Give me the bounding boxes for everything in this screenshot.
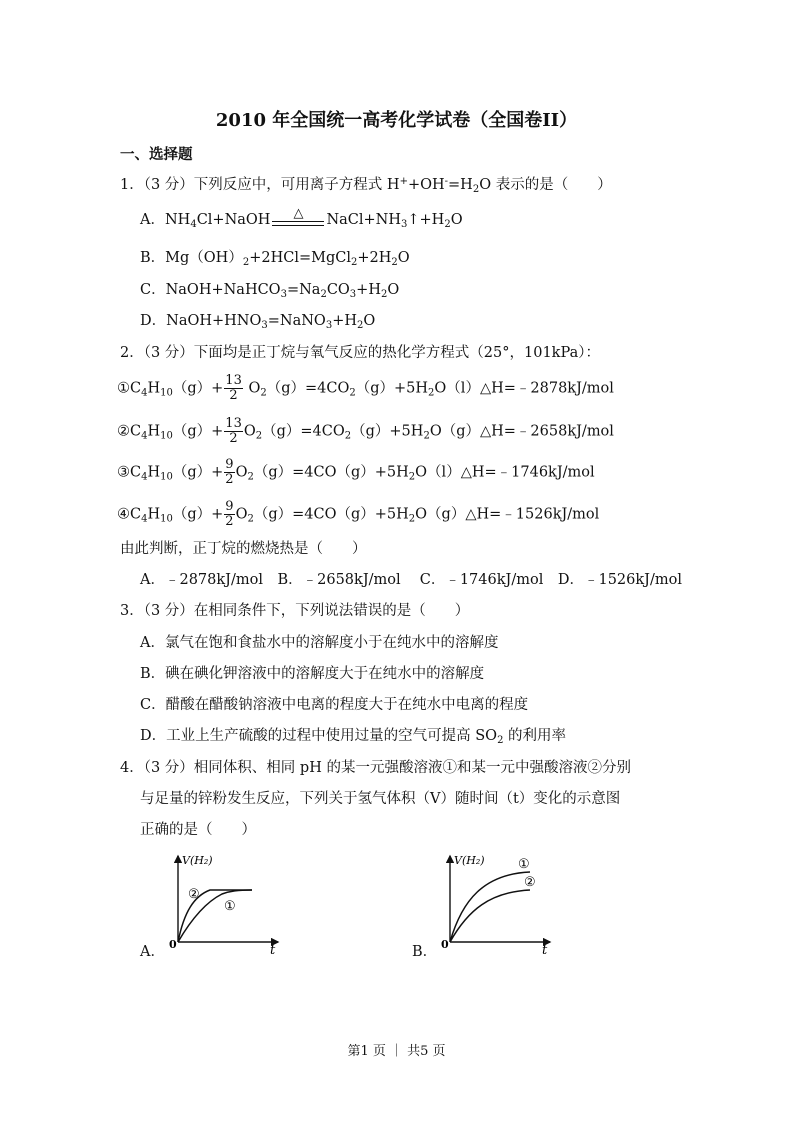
graph-b-curve-2 (450, 890, 530, 942)
heating-equals-sign: △ (270, 210, 326, 230)
fraction: $\frac{9}{2}$ (225, 499, 234, 529)
q1-option-c: C．$NaOH+NaHCO_3=Na_2CO_3+H_2O$ (140, 282, 400, 300)
q2-equation-2: $②C_4H_{10}(g)+$ $\frac{13}{2}$ $O_2(g)=4CO_2(g)+5H_2O(g)\triangle H=﹣2658kJ$/mol (117, 416, 614, 446)
fraction: $\frac{13}{2}$ (225, 373, 242, 403)
page-footer: 第1 页 ｜ 共5 页 (347, 1044, 446, 1059)
graph-a-curve-2-label: ② (188, 887, 200, 902)
q3-stem: 3．（3 分）在相同条件下，下列说法错误的是（ ） (120, 603, 470, 619)
section-heading: 一、选择题 (120, 146, 193, 163)
q4-stem-line1: 4．（3 分）相同体积、相同 pH 的某一元强酸溶液①和某一元中强酸溶液②分别 (120, 760, 631, 776)
q1-stem: 1．（3 分）下列反应中，可用离子方程式 $H^++OH^-=H_2O$ 表示的是（ ） (120, 176, 612, 195)
q1-option-b: B．$Mg(OH)_2+2HCl=MgCl_2+2H_2O$ (140, 250, 410, 268)
q1-option-d: D．$NaOH+HNO_3=NaNO_3+H_2O$ (140, 313, 376, 331)
q3-option-d: D．工业上生产硫酸的过程中使用过量的空气可提高 $SO_2$ 的利用率 (140, 728, 567, 746)
q4-stem-line3: 正确的是（ ） (140, 822, 256, 838)
page-title: 2010 年全国统一高考化学试卷（全国卷II） (215, 110, 578, 131)
q2-options: A．﹣2878kJ/mol B．﹣2658kJ/mol C．﹣1746kJ/mol D．﹣1526kJ/mol (140, 572, 682, 588)
graph-a-label: A． (140, 944, 165, 960)
graph-b-curve-2-label: ② (524, 875, 536, 890)
graph-b-label: B． (412, 944, 438, 960)
q2-equation-4: $④C_4H_{10}(g)+$ $\frac{9}{2}$ $O_2(g)=4CO(g)+5H_2O(g)\triangle H=﹣1526kJ$/mol (117, 499, 600, 529)
q2-equation-1: $①C_4H_{10}(g)+$ $\frac{13}{2}$ $O_2(g)=4CO_2(g)+5H_2O(l)\triangle H=﹣2878kJ$/mol (117, 373, 614, 403)
graph-b-curve-1 (450, 872, 530, 942)
q4-stem-line2: 与足量的锌粉发生反应，下列关于氢气体积（V）随时间（t）变化的示意图 (140, 791, 621, 807)
fraction: $\frac{13}{2}$ (225, 416, 242, 446)
q3-option-a: A．氯气在饱和食盐水中的溶解度小于在纯水中的溶解度 (140, 635, 499, 651)
q2-judge: 由此判断，正丁烷的燃烧热是（ ） (120, 541, 367, 557)
graph-a-origin: 0 (169, 938, 177, 951)
graph-a-ylabel: V(H₂) (182, 854, 213, 867)
graph-a-curve-1-label: ① (224, 899, 236, 914)
graph-b-xlabel: t (542, 943, 548, 958)
graph-b-origin: 0 (441, 938, 449, 951)
graph-b (432, 850, 562, 960)
q2-equation-3: $③C_4H_{10}(g)+$ $\frac{9}{2}$ $O_2(g)=4CO(g)+5H_2O(l)\triangle H=﹣1746kJ$/mol (117, 457, 595, 487)
q3-option-b: B．碘在碘化钾溶液中的溶解度大于在纯水中的溶解度 (140, 666, 485, 682)
graph-b-curve-1-label: ① (518, 857, 530, 872)
q1-option-a: A．$NH_4Cl+NaOH$ △ $NaCl+NH_3↑+H_2O$ (140, 206, 463, 230)
fraction: $\frac{9}{2}$ (225, 457, 234, 487)
graph-a (160, 850, 290, 960)
graph-a-xlabel: t (270, 943, 276, 958)
q3-option-c: C．醋酸在醋酸钠溶液中电离的程度大于在纯水中电离的程度 (140, 697, 529, 713)
graph-b-ylabel: V(H₂) (454, 854, 485, 867)
q2-stem: 2．（3 分）下面均是正丁烷与氧气反应的热化学方程式（25°，101kPa）： (120, 345, 600, 361)
